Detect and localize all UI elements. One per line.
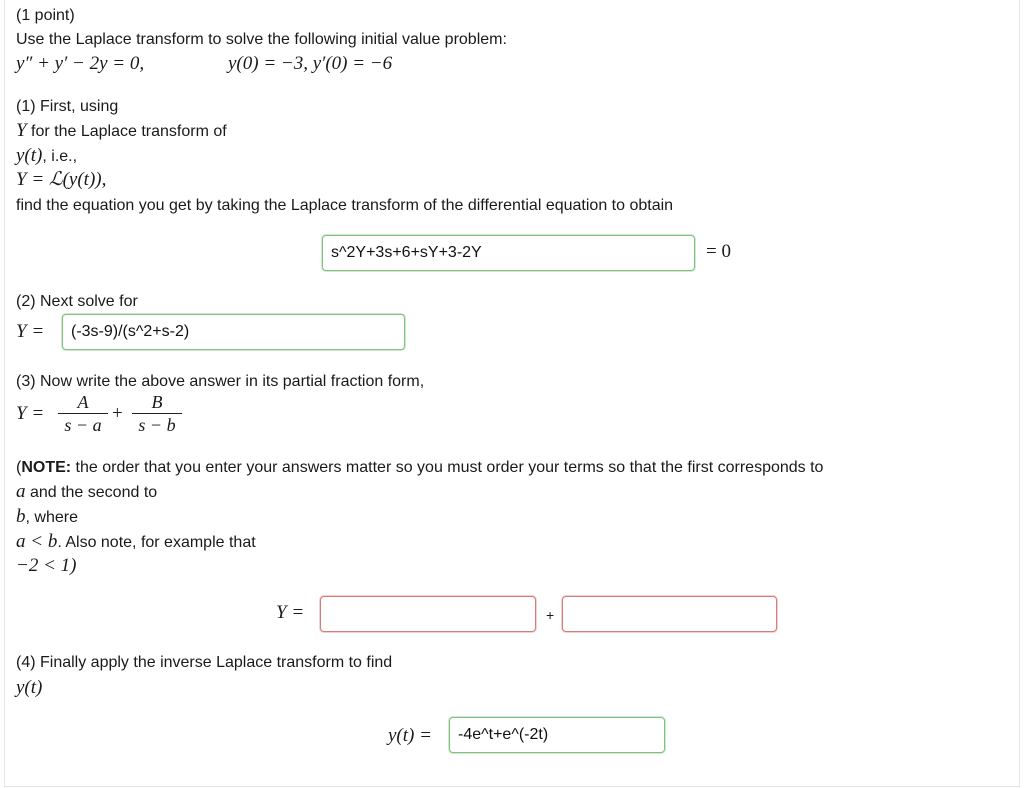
partial-fraction-lhs: Y = — [16, 403, 45, 424]
fraction-B-denominator: s − b — [138, 415, 176, 435]
ivp-equation: y″ + y′ − 2y = 0, — [16, 53, 145, 74]
second-term-input[interactable] — [562, 596, 777, 632]
part2-intro: (2) Next solve for — [16, 293, 138, 310]
note-line1 — [16, 458, 823, 478]
part1-intro: (1) First, using — [16, 98, 119, 115]
solve-Y-input[interactable]: (-3s-9)/(s^2+s-2) — [62, 314, 405, 350]
note-a-text: and the second to — [25, 484, 158, 501]
laplace-definition: Y = ℒ(y(t)), — [16, 169, 107, 190]
part1-instruction: find the equation you get by taking the Laplace transform of the differential equation to obtain — [16, 197, 674, 214]
var-y-of-t: y(t) — [16, 145, 43, 166]
fraction-B-numerator: B — [151, 392, 163, 412]
part3-intro: (3) Now write the above answer in its partial fraction form, — [16, 373, 425, 390]
fraction-B-bar — [132, 413, 182, 414]
first-term-input[interactable] — [320, 596, 536, 632]
ivp-conditions: y(0) = −3, y′(0) = −6 — [228, 53, 393, 74]
part4-label: y(t) = — [388, 725, 432, 746]
var-a: a — [16, 481, 26, 502]
fraction-A-bar — [58, 413, 108, 414]
part1-line3 — [16, 146, 77, 167]
equals-zero: = 0 — [706, 241, 731, 262]
note-b-text: , where — [25, 509, 78, 526]
points-label: (1 point) — [16, 7, 75, 24]
note-line4 — [16, 532, 256, 553]
a-less-b: a < b — [16, 531, 58, 552]
part1-line2 — [16, 121, 227, 142]
var-Y: Y — [16, 120, 27, 141]
note-paren: ( — [16, 459, 22, 476]
var-b: b — [16, 506, 26, 527]
part1-line3-text: , i.e., — [42, 148, 78, 165]
part4-target: y(t) — [16, 677, 43, 698]
fraction-B — [132, 392, 182, 435]
note-text: the order that you enter your answers matter so you must order your terms so that the first corresponds to — [71, 459, 824, 476]
partial-fraction-input-label: Y = — [276, 602, 305, 623]
fraction-A — [58, 392, 108, 435]
part1-line2-text: for the Laplace transform of — [26, 123, 227, 140]
fraction-A-denominator: s − a — [64, 415, 102, 435]
part2-label: Y = — [16, 321, 45, 342]
transformed-equation-input[interactable]: s^2Y+3s+6+sY+3-2Y — [322, 235, 695, 271]
note-ab-text: . Also note, for example that — [57, 534, 256, 551]
note-line2 — [16, 482, 157, 503]
problem-instruction: Use the Laplace transform to solve the following initial value problem: — [16, 31, 507, 48]
terms-plus: + — [546, 607, 555, 623]
note-example: −2 < 1) — [16, 555, 77, 576]
part4-intro: (4) Finally apply the inverse Laplace transform to find — [16, 654, 393, 671]
fraction-A-numerator: A — [77, 392, 89, 412]
inverse-laplace-input[interactable]: -4e^t+e^(-2t) — [449, 717, 665, 753]
note-bold: NOTE: — [21, 459, 72, 476]
fraction-plus: + — [112, 403, 123, 424]
note-line3 — [16, 507, 78, 528]
